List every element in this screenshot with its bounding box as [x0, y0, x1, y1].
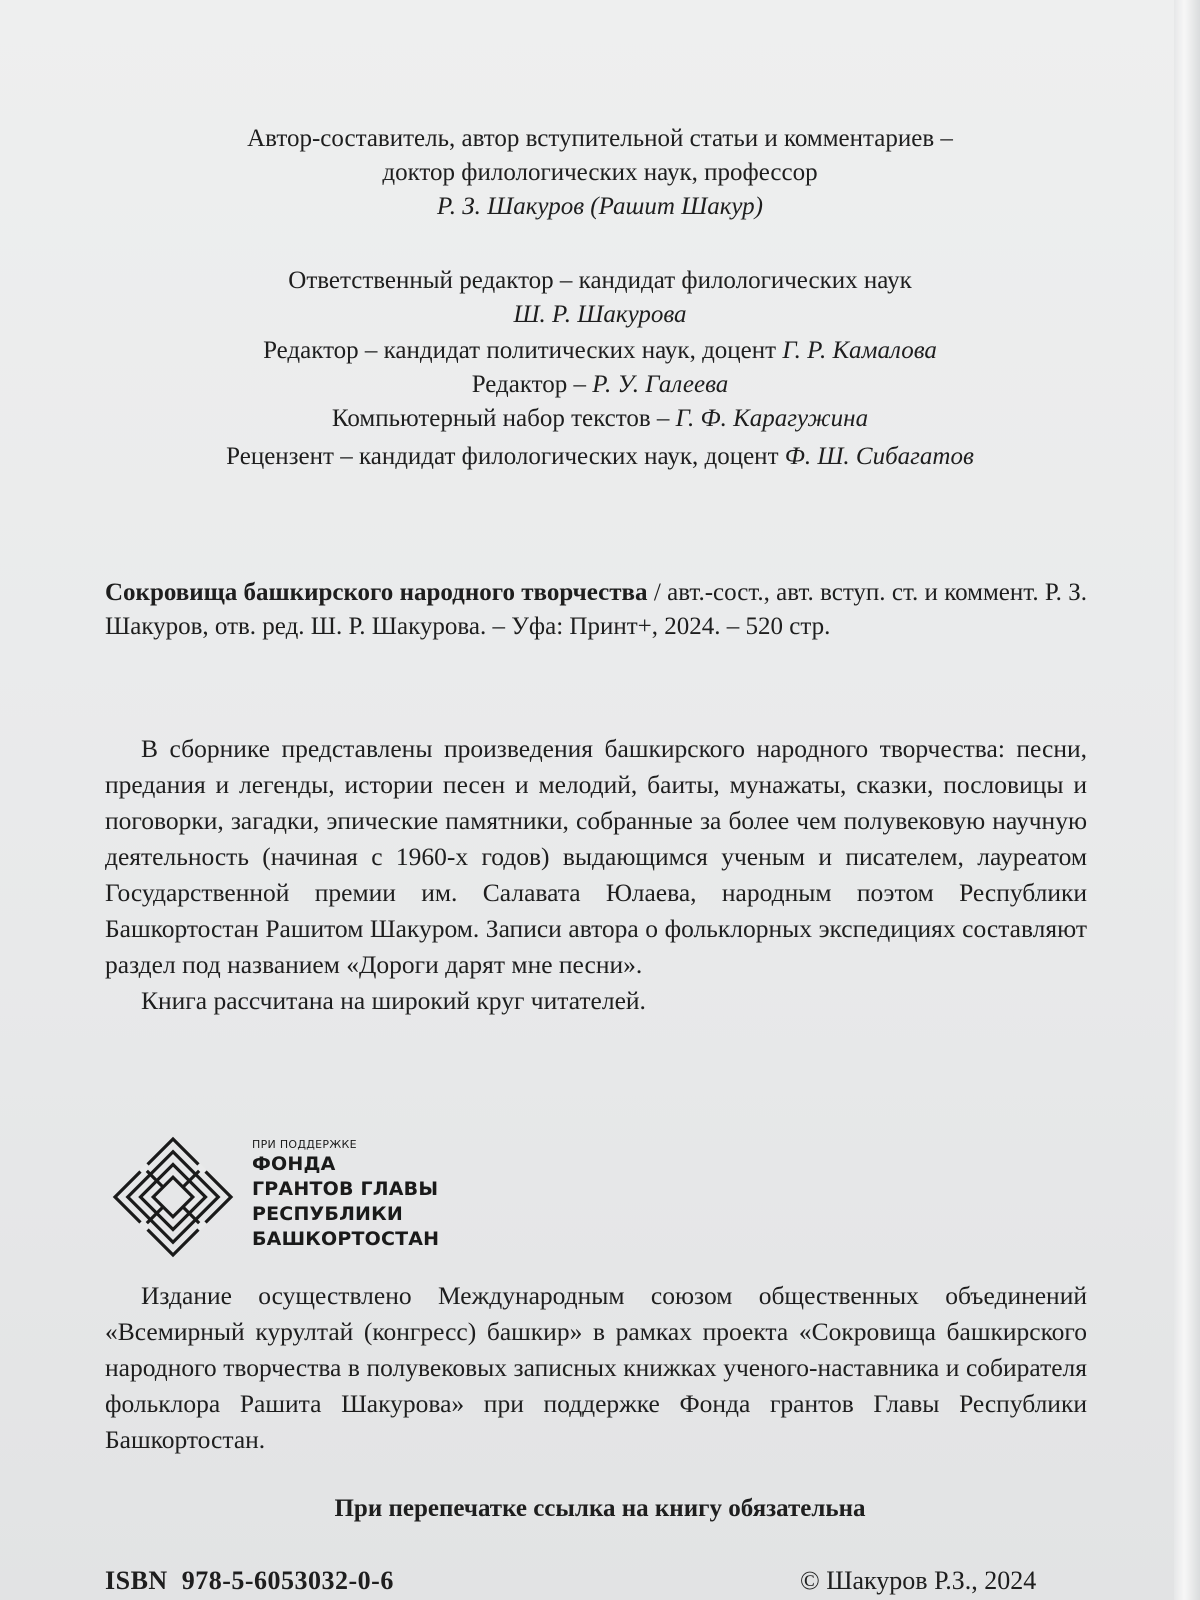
fund-logo-icon [108, 1132, 238, 1262]
bibliographic-details: / авт.-сост., авт. вступ. ст. и коммент. Р. З. Шакуров, отв. ред. Ш. Р. Шакурова. – Уфа: Принт+, 2024. – 520 стр. [105, 579, 1087, 640]
fund-support-label: ПРИ ПОДДЕРЖКЕ [252, 1138, 357, 1151]
page-spine-shadow [1174, 0, 1200, 1600]
fund-line-2: ГРАНТОВ ГЛАВЫ [252, 1178, 439, 1200]
edition-statement [105, 1278, 1087, 1458]
annotation [105, 731, 1087, 1019]
fund-support-block [252, 1138, 439, 1252]
editor2-line [0, 368, 1200, 402]
annotation-paragraph-2: Книга рассчитана на широкий круг читателей. [141, 986, 646, 1015]
book-title: Сокровища башкирского народного творчества [105, 579, 648, 606]
author-name: Р. З. Шакуров (Рашит Шакур) [437, 193, 763, 220]
editor1-name: Г. Р. Камалова [782, 337, 937, 364]
author-line-1: Автор-составитель, автор вступительной статьи и комментариев – [247, 125, 953, 152]
edition-text: Издание осуществлено Международным союзом общественных объединений «Всемирный курултай (конгресс) башкир» в рамках проекта «Сокровища башкирского народного творчества в полувековых записных книжках ученого-наставника и собирателя фольклора Рашита Шакурова» при поддержке Фонда грантов Главы Республики Башкортостан. [105, 1281, 1087, 1454]
typesetting-name: Г. Ф. Карагужина [675, 405, 869, 432]
bibliographic-record [105, 576, 1087, 644]
reviewer-name: Ф. Ш. Сибагатов [784, 443, 974, 470]
fund-line-1: ФОНДА [252, 1153, 336, 1175]
fund-line-3: РЕСПУБЛИКИ [252, 1203, 403, 1225]
typesetting-label: Компьютерный набор текстов – [331, 405, 670, 432]
fund-line-4: БАШКОРТОСТАН [252, 1228, 440, 1250]
resp-editor-label: Ответственный редактор – кандидат филологических наук [288, 267, 912, 294]
editor2-label: Редактор – [471, 371, 587, 398]
editor1-label: Редактор – кандидат политических наук, доцент [263, 337, 777, 364]
reviewer-label: Рецензент – кандидат филологических наук, доцент [226, 443, 779, 470]
author-line-2: доктор филологических наук, профессор [382, 159, 818, 186]
editor2-name: Р. У. Галеева [592, 371, 729, 398]
isbn: ISBN 978-5-6053032-0-6 [105, 1566, 394, 1595]
resp-editor-name: Ш. Р. Шакурова [513, 301, 687, 328]
editor1-line [0, 334, 1200, 368]
reprint-notice: При перепечатке ссылка на книгу обязательна [334, 1495, 866, 1522]
typesetting-line [0, 402, 1200, 436]
reviewer-line [0, 440, 1200, 474]
annotation-paragraph-1: В сборнике представлены произведения башкирского народного творчества: песни, предания и легенды, истории песен и мелодий, баиты, мунажаты, сказки, пословицы и поговорки, загадки, эпические памятники, собранные за более чем полувековую научную деятельность (начиная с 1960-х годов) выдающимся ученым и писателем, лауреатом Государственной премии им. Салавата Юлаева, народным поэтом Республики Башкортостан Рашитом Шакуром. Записи автора о фольклорных экспедициях составляют раздел под названием «Дороги дарят мне песни». [105, 734, 1087, 979]
copyright: © Шакуров Р.З., 2024 [800, 1566, 1037, 1595]
